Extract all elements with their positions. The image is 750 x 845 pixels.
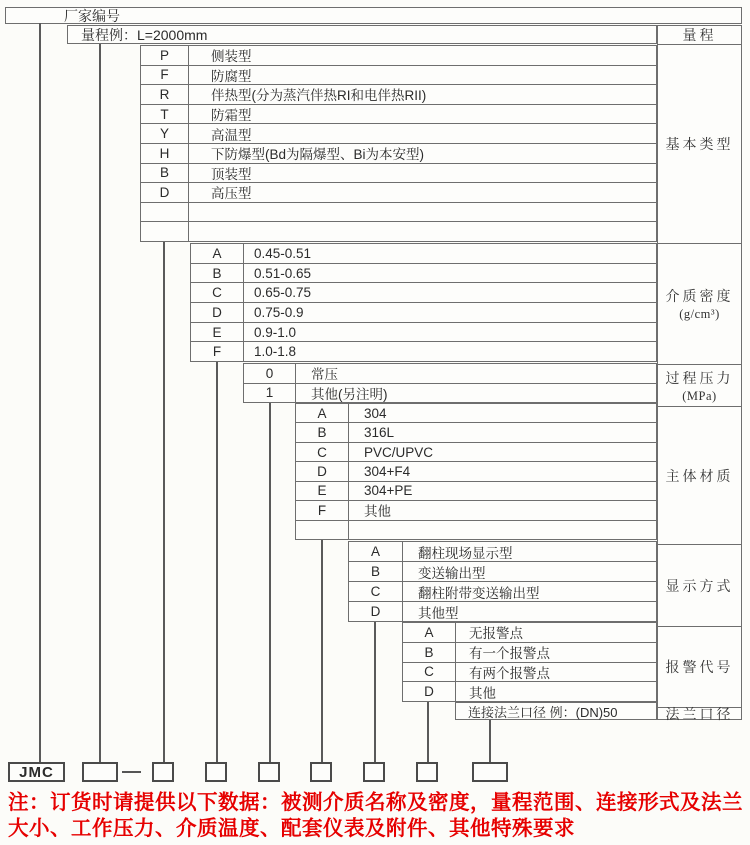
code-cell: D <box>349 602 403 621</box>
desc-cell: 变送输出型 <box>418 565 486 581</box>
table-row <box>141 163 656 183</box>
connector-line <box>216 362 218 762</box>
code-cell: C <box>191 283 244 302</box>
table-row <box>141 65 656 85</box>
table-row <box>141 182 656 202</box>
code-cell: D <box>191 303 244 322</box>
label-flange-size: 法兰口径 <box>658 707 741 719</box>
label-alarm-code: 报警代号 <box>658 626 741 707</box>
connector-line <box>321 540 323 762</box>
connector-line <box>374 622 376 762</box>
desc-cell: 304+F4 <box>364 463 411 479</box>
code-cell: A <box>403 623 456 642</box>
code-cell: E <box>191 323 244 342</box>
model-prefix-box <box>8 762 65 782</box>
code-cell: F <box>296 501 349 519</box>
desc-cell: 防霜型 <box>211 108 252 124</box>
table-row <box>403 681 656 701</box>
order-note-line2: 大小、工作压力、介质温度、配套仪表及附件、其他特殊要求 <box>8 817 575 840</box>
desc-cell: 0.45-0.51 <box>254 245 312 261</box>
table-row <box>191 341 656 361</box>
code-box-flange <box>472 762 508 782</box>
desc-cell: 侧装型 <box>211 49 252 65</box>
desc-cell: 下防爆型(Bd为隔爆型、Bi为本安型) <box>211 147 425 163</box>
display-mode-table <box>348 541 657 622</box>
desc-cell <box>349 521 656 539</box>
table-row <box>191 263 656 283</box>
desc-cell <box>189 222 656 241</box>
desc-cell: 有一个报警点 <box>469 646 550 662</box>
table-row <box>141 84 656 104</box>
table-row-empty <box>141 221 656 241</box>
label-range: 量程 <box>682 29 717 44</box>
desc-cell: 316L <box>364 425 395 441</box>
dash-separator <box>122 771 141 773</box>
factory-number-box <box>5 7 742 24</box>
desc-cell: 其他 <box>364 504 391 520</box>
desc-cell <box>189 203 656 222</box>
code-cell: B <box>296 423 349 441</box>
desc-cell: 0.65-0.75 <box>254 285 312 301</box>
process-pressure-table <box>243 363 657 403</box>
code-cell: C <box>349 582 403 601</box>
desc-cell: 304+PE <box>364 483 413 499</box>
table-row <box>349 581 656 601</box>
desc-cell: 翻柱现场显示型 <box>418 545 513 561</box>
code-cell: D <box>403 682 456 701</box>
label-basic-type: 基本类型 <box>658 44 741 243</box>
table-row-empty <box>141 202 656 222</box>
connector-line <box>39 23 41 762</box>
code-cell: B <box>403 643 456 662</box>
code-cell: A <box>191 244 244 263</box>
table-row <box>403 623 656 642</box>
code-box-basic <box>152 762 174 782</box>
desc-cell: 常压 <box>311 367 338 383</box>
desc-cell: 防腐型 <box>211 68 252 84</box>
code-cell: R <box>141 85 189 104</box>
desc-cell: 高温型 <box>211 127 252 143</box>
connector-line <box>163 242 165 762</box>
code-box-alarm <box>416 762 438 782</box>
code-cell: B <box>191 264 244 283</box>
table-row <box>296 461 656 480</box>
code-cell: F <box>141 66 189 85</box>
code-cell: D <box>296 462 349 480</box>
desc-cell: 0.9-1.0 <box>254 324 297 340</box>
factory-number-label: 厂家编号 <box>64 7 120 24</box>
connector-line <box>489 720 491 762</box>
code-cell: A <box>296 404 349 422</box>
table-row <box>403 662 656 682</box>
connector-line <box>427 702 429 762</box>
table-row <box>141 143 656 163</box>
table-row <box>456 703 656 719</box>
table-row <box>349 601 656 621</box>
table-row <box>349 542 656 561</box>
connector-line <box>99 44 101 762</box>
code-cell: Y <box>141 124 189 143</box>
table-row <box>191 302 656 322</box>
code-cell: A <box>349 542 403 561</box>
desc-cell: 伴热型(分为蒸汽伴热RI和电伴热RII) <box>211 88 427 104</box>
code-box-pressure <box>258 762 280 782</box>
code-cell: D <box>141 183 189 202</box>
table-row <box>191 322 656 342</box>
connector-line <box>269 403 271 762</box>
code-cell <box>141 222 189 241</box>
table-row <box>296 481 656 500</box>
desc-cell: 连接法兰口径 例：(DN)50 <box>468 704 618 720</box>
table-row <box>141 46 656 65</box>
code-cell: C <box>403 663 456 682</box>
code-box-range <box>82 762 118 782</box>
model-prefix-label: JMC <box>19 763 54 781</box>
code-cell: H <box>141 144 189 163</box>
medium-density-table <box>190 243 657 362</box>
table-row <box>296 422 656 441</box>
desc-cell: 翻柱附带变送输出型 <box>418 585 540 601</box>
code-cell: B <box>349 562 403 581</box>
order-note-line1: 注：订货时请提供以下数据：被测介质名称及密度，量程范围、连接形式及法兰 <box>8 791 743 814</box>
table-row <box>244 383 656 403</box>
desc-cell: 无报警点 <box>469 626 523 642</box>
code-cell <box>141 203 189 222</box>
table-row <box>244 364 656 383</box>
range-example-label: 量程例：L=2000mm <box>81 26 208 43</box>
desc-cell: 其他型 <box>418 605 459 621</box>
code-cell: P <box>141 46 189 65</box>
code-cell: 1 <box>244 384 296 403</box>
code-cell: B <box>141 164 189 183</box>
table-row <box>403 642 656 662</box>
table-row <box>349 561 656 581</box>
code-box-density <box>205 762 227 782</box>
desc-cell: 304 <box>364 405 387 421</box>
code-cell: 0 <box>244 364 296 383</box>
table-row <box>141 123 656 143</box>
desc-cell: 其他(另注明) <box>311 386 388 402</box>
label-medium-density: 介质密度 (g/cm³) <box>658 243 741 364</box>
table-row <box>296 404 656 422</box>
code-cell: F <box>191 342 244 361</box>
category-label-column <box>657 25 742 723</box>
code-box-material <box>310 762 332 782</box>
table-row <box>296 442 656 461</box>
desc-cell: 0.75-0.9 <box>254 304 304 320</box>
label-body-material: 主体材质 <box>658 406 741 544</box>
label-process-pressure: 过程压力 (MPa) <box>658 364 741 406</box>
body-material-table <box>295 403 657 540</box>
desc-cell: 0.51-0.65 <box>254 265 312 281</box>
table-row <box>141 104 656 124</box>
desc-cell: 其他 <box>469 685 496 701</box>
desc-cell: 有两个报警点 <box>469 665 550 681</box>
desc-cell: PVC/UPVC <box>364 444 434 460</box>
alarm-code-table <box>402 622 657 702</box>
code-cell <box>296 521 349 539</box>
desc-cell: 高压型 <box>211 186 252 202</box>
table-row-empty <box>296 520 656 539</box>
range-example-box <box>67 25 657 44</box>
basic-type-table <box>140 45 657 242</box>
table-row <box>296 500 656 519</box>
desc-cell: 顶装型 <box>211 166 252 182</box>
code-cell: T <box>141 105 189 124</box>
code-box-display <box>363 762 385 782</box>
flange-size-row <box>455 702 657 720</box>
code-cell: E <box>296 482 349 500</box>
label-display-mode: 显示方式 <box>658 544 741 626</box>
table-row <box>191 244 656 263</box>
table-row <box>191 282 656 302</box>
order-note <box>8 790 748 842</box>
code-cell: C <box>296 443 349 461</box>
desc-cell: 1.0-1.8 <box>254 344 297 360</box>
